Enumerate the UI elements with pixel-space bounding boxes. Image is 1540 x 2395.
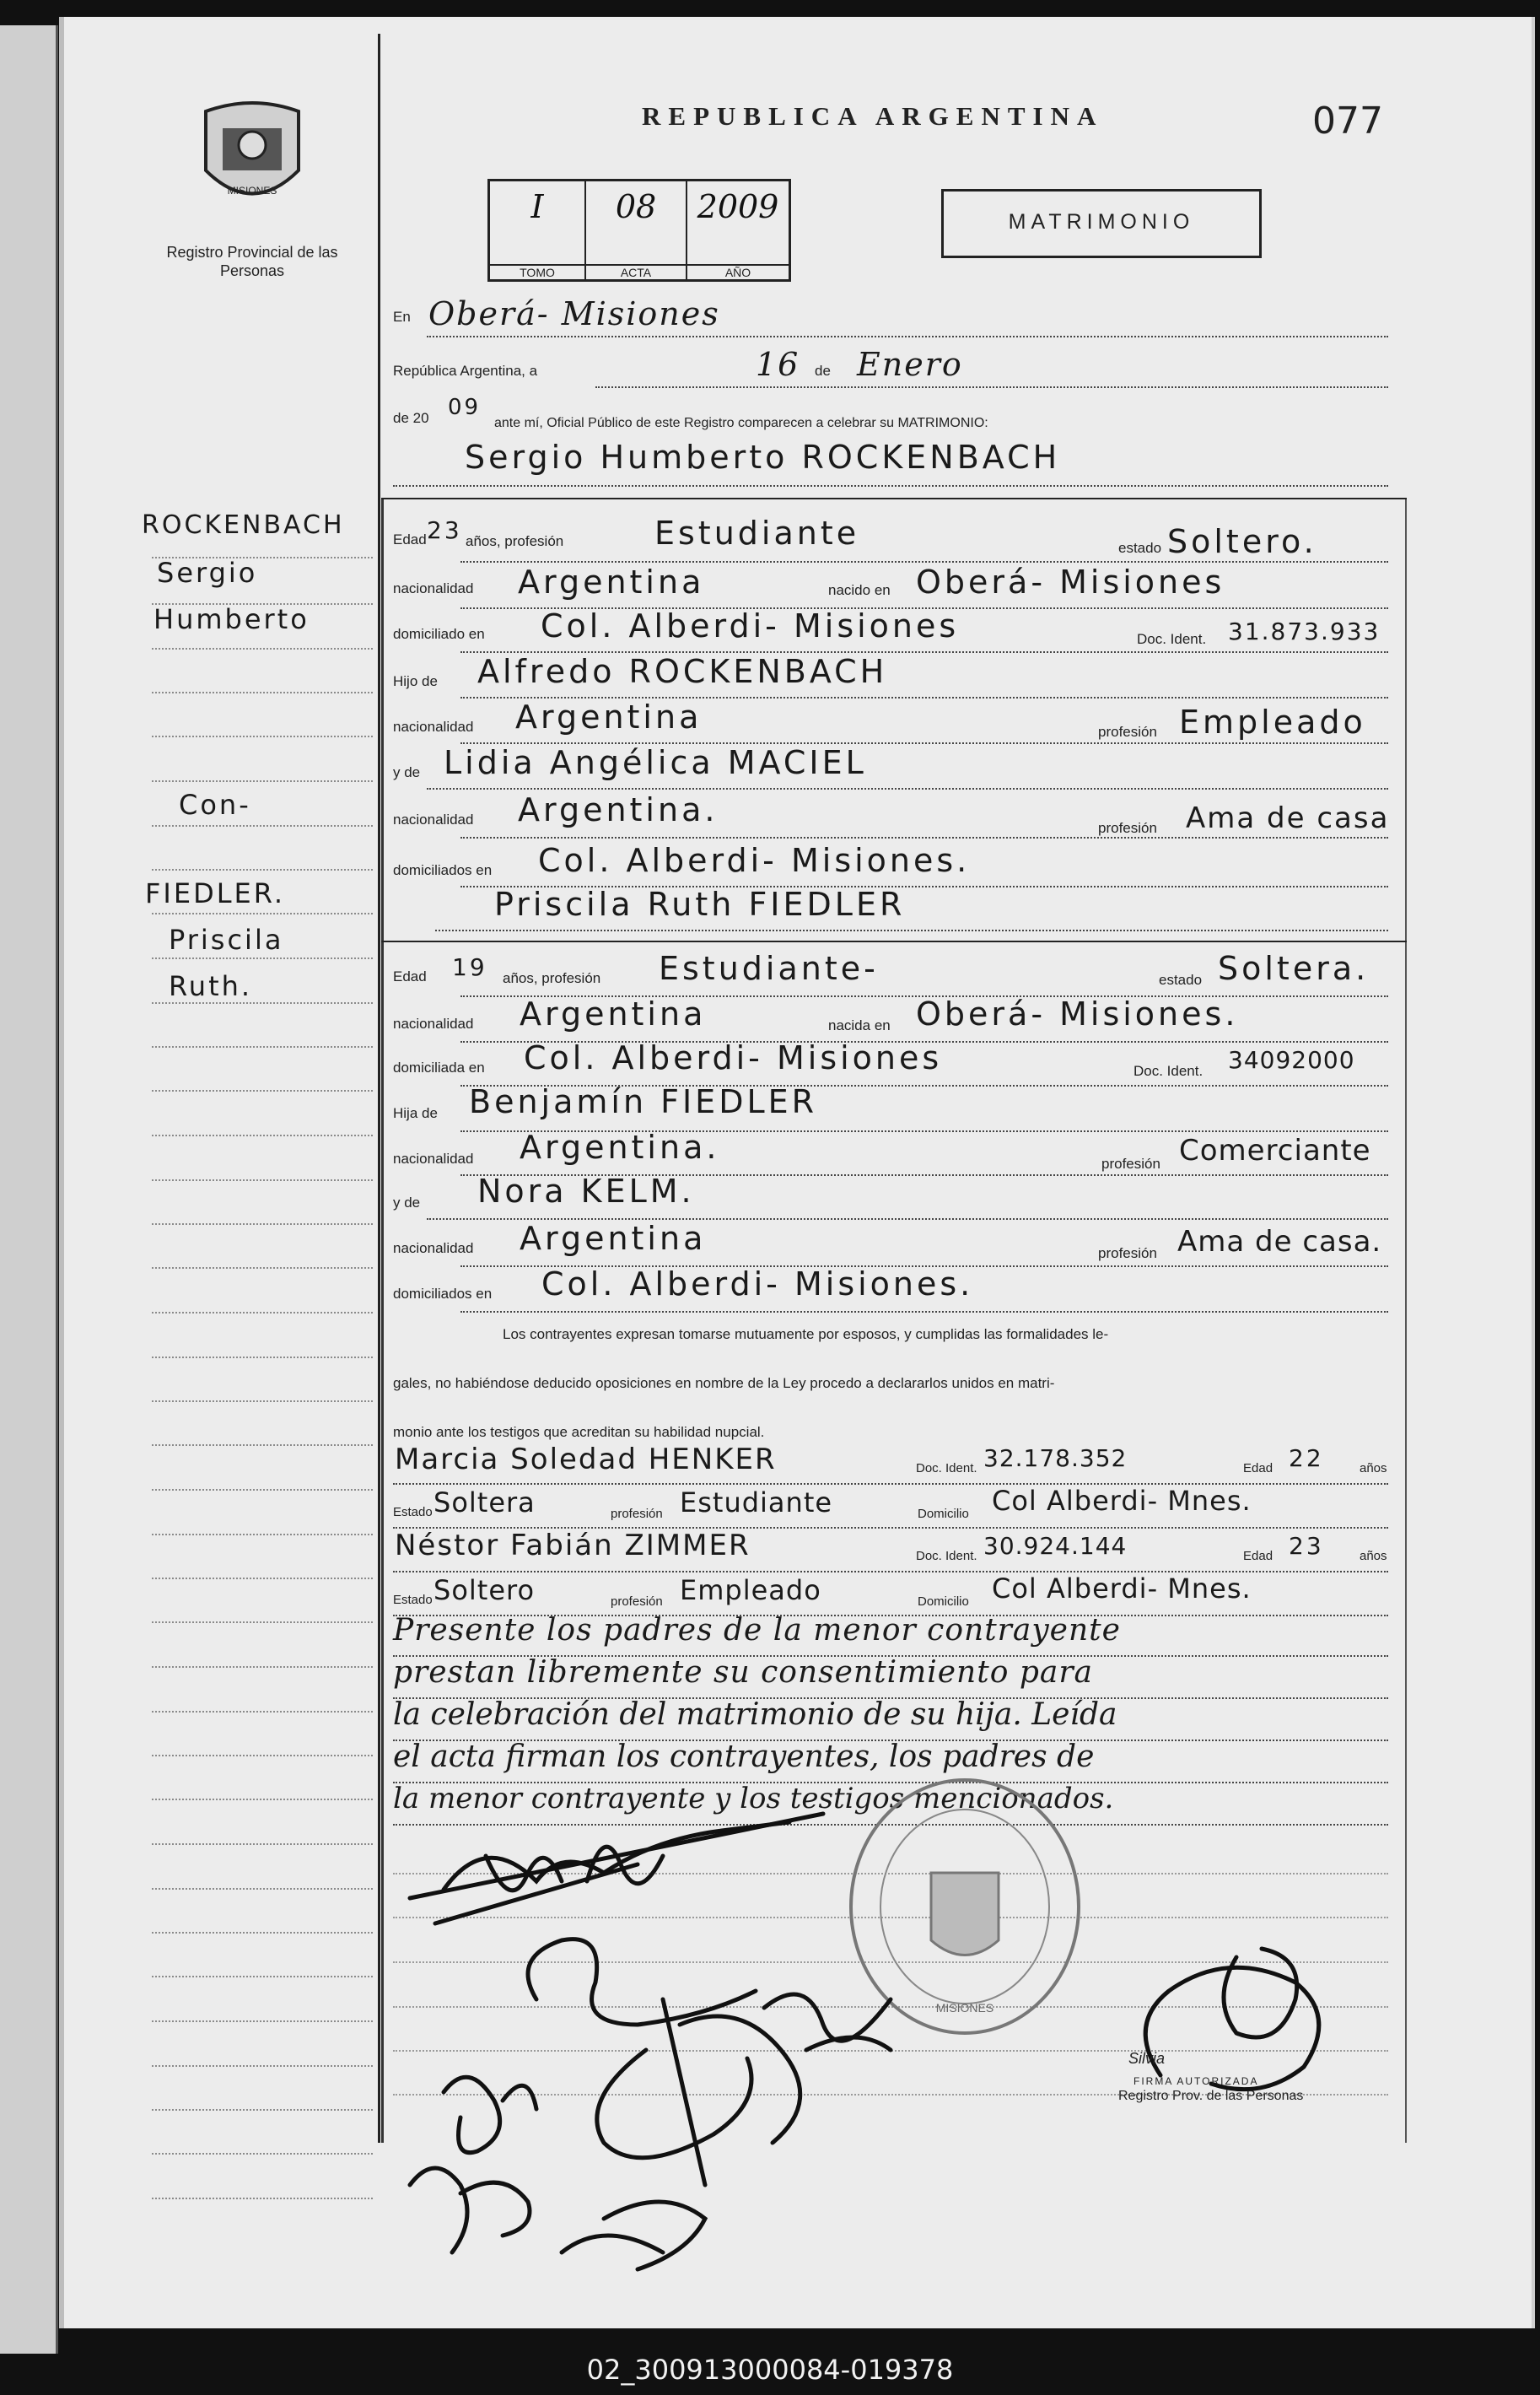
witness-2-name: Néstor Fabián ZIMMER [395, 1529, 751, 1562]
file-id: 02_300913000084-019378 [586, 2354, 954, 2386]
groom-padre-nac: Argentina [515, 699, 703, 736]
month-value: Enero [857, 346, 963, 383]
republica-label: República Argentina, a [393, 363, 538, 379]
bride-hija-label: Hija de [393, 1105, 438, 1121]
note-line-3: la celebración del matrimonio de su hija. Leída [393, 1697, 1117, 1732]
body-right-rule [1405, 498, 1407, 2143]
de-label: de [815, 363, 831, 379]
witness-2-edad-label: Edad [1243, 1549, 1273, 1563]
bride-padre-prof: Comerciante [1179, 1134, 1371, 1168]
groom-nac-label: nacionalidad [393, 580, 474, 596]
bride-padre-nac-label: nacionalidad [393, 1151, 474, 1167]
witness-1-edad: 22 [1289, 1444, 1324, 1472]
witness-1-dom: Col Alberdi- Mnes. [992, 1485, 1252, 1517]
witness-1-name: Marcia Soledad HENKER [395, 1443, 777, 1476]
groom-nacido-label: nacido en [828, 582, 891, 598]
witness-2-estado: Soltero [433, 1574, 536, 1606]
bride-doc: 34092000 [1228, 1046, 1355, 1074]
declaration-line-1: Los contrayentes expresan tomarse mutuamente por esposos, y cumplidas las formalidades le- [503, 1326, 1109, 1342]
groom-madre-prof: Ama de casa [1186, 801, 1390, 835]
year-prefix-label: de 20 [393, 410, 429, 426]
groom-madre-nac: Argentina. [518, 791, 719, 828]
bride-estado-label: estado [1159, 972, 1203, 988]
record-number-box [487, 179, 791, 282]
acta-cell: 08 ACTA [586, 181, 687, 279]
svg-text:MISIONES: MISIONES [935, 2001, 994, 2015]
margin-groom-surname: ROCKENBACH [142, 510, 345, 540]
bride-padres-dom-label: domiciliados en [393, 1286, 493, 1302]
note-line-2: prestan libremente su consentimiento para [393, 1655, 1093, 1690]
country-title: REPUBLICA ARGENTINA [642, 101, 1104, 131]
intro-statement: ante mí, Oficial Público de este Registro comparecen a celebrar su MATRIMONIO: [494, 416, 988, 430]
groom-estado-label: estado [1118, 540, 1162, 556]
note-line-4: el acta firman los contrayentes, los padres de [393, 1740, 1095, 1774]
note-line-1: Presente los padres de la menor contrayente [393, 1613, 1121, 1648]
bride-padres-dom: Col. Alberdi- Misiones. [541, 1265, 974, 1303]
witness-1-edad-label: Edad [1243, 1461, 1273, 1475]
witness-2-estado-label: Estado [393, 1593, 433, 1607]
witness-1-doc-label: Doc. Ident. [916, 1461, 977, 1475]
bride-madre-prof: Ama de casa. [1177, 1225, 1382, 1259]
record-type: MATRIMONIO [1008, 210, 1195, 234]
groom-dom: Col. Alberdi- Misiones [541, 607, 960, 645]
witness-1-prof-label: profesión [611, 1507, 663, 1521]
witness-2-prof-label: profesión [611, 1594, 663, 1609]
witness-2-doc: 30.924.144 [983, 1532, 1128, 1560]
margin-con: Con- [179, 789, 251, 821]
bride-fullname: Priscila Ruth FIEDLER [494, 886, 906, 923]
official-office: Registro Prov. de las Personas [1118, 2089, 1304, 2103]
witness-1-doc: 32.178.352 [983, 1444, 1128, 1472]
witness-1-prof: Estudiante [680, 1486, 833, 1518]
margin-bride-first: Priscila [169, 924, 284, 956]
bride-madre: Nora KELM. [477, 1173, 695, 1210]
bride-padre: Benjamín FIEDLER [469, 1083, 818, 1120]
witness-2-prof: Empleado [680, 1574, 821, 1606]
bride-dom: Col. Alberdi- Misiones [524, 1039, 943, 1076]
body-left-rule [381, 498, 384, 2143]
bride-padre-nac: Argentina. [520, 1129, 720, 1166]
groom-padre: Alfredo ROCKENBACH [477, 653, 888, 690]
bride-padre-prof-label: profesión [1101, 1156, 1160, 1172]
witness-1-estado: Soltera [433, 1486, 536, 1518]
bride-edad: 19 [452, 953, 487, 981]
bride-edad-label: Edad [393, 968, 427, 984]
groom-profesion: Estudiante [654, 515, 860, 552]
groom-edad: 23 [427, 516, 462, 544]
witness-2-edad: 23 [1289, 1532, 1324, 1560]
groom-doc: 31.873.933 [1228, 618, 1381, 645]
declaration-line-3: monio ante los testigos que acreditan su habilidad nupcial. [393, 1424, 765, 1440]
groom-hijo-label: Hijo de [393, 673, 438, 689]
en-label: En [393, 309, 411, 325]
bride-madre-prof-label: profesión [1098, 1245, 1157, 1261]
registry-name: Registro Provincial de las Personas [166, 244, 338, 279]
groom-padres-dom-label: domiciliados en [393, 862, 493, 878]
document-page [59, 17, 1535, 2328]
groom-madre: Lidia Angélica MACIEL [444, 744, 867, 781]
witness-1-anos-label: años [1360, 1461, 1387, 1475]
day-value: 16 [756, 346, 800, 383]
groom-padre-prof-label: profesión [1098, 724, 1157, 740]
note-line-5: la menor contrayente y los testigos mencionados. [393, 1782, 1114, 1815]
groom-padre-prof: Empleado [1179, 704, 1366, 741]
bride-profesion: Estudiante- [659, 950, 879, 987]
groom-fullname: Sergio Humberto ROCKENBACH [465, 439, 1061, 476]
bride-doc-label: Doc. Ident. [1133, 1063, 1203, 1079]
bride-yde-label: y de [393, 1195, 421, 1211]
witness-1-estado-label: Estado [393, 1505, 433, 1519]
witness-2-doc-label: Doc. Ident. [916, 1549, 977, 1563]
groom-madre-nac-label: nacionalidad [393, 812, 474, 828]
margin-bride-surname: FIEDLER. [145, 877, 286, 909]
bride-madre-nac-label: nacionalidad [393, 1240, 474, 1256]
witness-1-dom-label: Domicilio [918, 1507, 969, 1521]
margin-groom-middle: Humberto [153, 603, 310, 635]
bride-nacida-label: nacida en [828, 1017, 891, 1033]
groom-estado: Soltero. [1167, 523, 1317, 560]
witness-2-dom: Col Alberdi- Mnes. [992, 1572, 1252, 1605]
bride-nac: Argentina [520, 995, 707, 1033]
signatures [385, 1746, 1397, 2295]
page-number: 077 [1312, 100, 1383, 143]
bride-dom-label: domiciliada en [393, 1060, 485, 1076]
groom-nacido: Oberá- Misiones [916, 564, 1225, 601]
groom-yde-label: y de [393, 764, 421, 780]
bride-nacida: Oberá- Misiones. [916, 995, 1239, 1033]
witness-2-dom-label: Domicilio [918, 1594, 969, 1609]
year-suffix: 09 [448, 395, 482, 420]
groom-profesion-label: años, profesión [466, 533, 564, 549]
bride-madre-nac: Argentina [520, 1220, 707, 1257]
facing-page-edge [0, 25, 58, 2354]
official-name: Silvia [1128, 2050, 1166, 2067]
margin-bride-middle: Ruth. [169, 970, 253, 1002]
bride-profesion-label: años, profesión [503, 970, 601, 986]
record-type-box [941, 189, 1262, 258]
margin-groom-first: Sergio [157, 557, 258, 589]
place-value: Oberá- Misiones [428, 295, 720, 332]
left-margin-rule [378, 34, 380, 2143]
bride-estado: Soltera. [1218, 950, 1370, 987]
bride-nac-label: nacionalidad [393, 1016, 474, 1032]
groom-padres-dom: Col. Alberdi- Misiones. [538, 842, 971, 879]
tomo-cell: I TOMO [490, 181, 586, 279]
svg-text:MISIONES: MISIONES [227, 185, 277, 197]
coat-of-arms-emblem [197, 94, 307, 221]
groom-madre-prof-label: profesión [1098, 820, 1157, 836]
groom-dom-label: domiciliado en [393, 626, 485, 642]
groom-nac: Argentina [518, 564, 705, 601]
witness-2-anos-label: años [1360, 1549, 1387, 1563]
groom-padre-nac-label: nacionalidad [393, 719, 474, 735]
groom-edad-label: Edad [393, 531, 427, 548]
official-title: FIRMA AUTORIZADA [1133, 2075, 1259, 2087]
declaration-line-2: gales, no habiéndose deducido oposiciones en nombre de la Ley procedo a declararlos unidos en matri- [393, 1375, 1055, 1391]
anio-cell: 2009 AÑO [687, 181, 789, 279]
groom-doc-label: Doc. Ident. [1137, 631, 1207, 647]
